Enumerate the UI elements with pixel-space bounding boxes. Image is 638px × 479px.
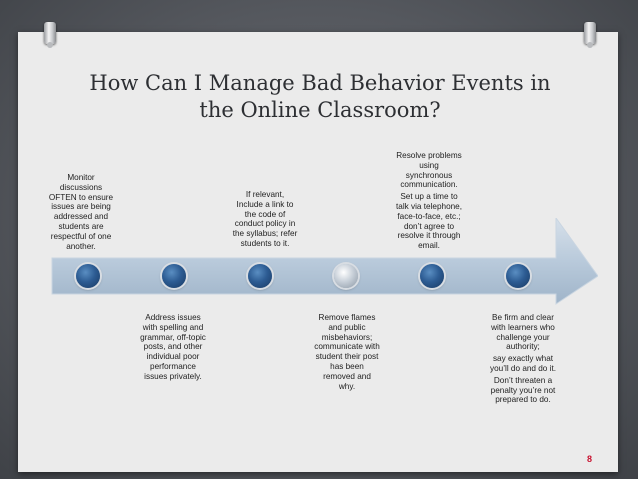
caption-be-firm: Be firm and clear with learners who challenge your authority; say exactly what you’ll do and do it. Don’t threaten a penalty you’re not prepared to do. [490, 313, 556, 405]
timeline-dot-2 [162, 264, 186, 288]
slide-title [60, 70, 580, 124]
timeline-dot-6 [506, 264, 530, 288]
caption-monitor-discussions: Monitor discussions OFTEN to ensure issues are being addressed and students are respectful of one another. [48, 173, 114, 251]
pushpin-left-icon [44, 22, 56, 44]
timeline-dot-4 [334, 264, 358, 288]
caption-address-issues: Address issues with spelling and grammar, off-topic posts, and other individual poor performance issues privately. [140, 313, 206, 381]
title-line-1: How Can I Manage Bad Behavior Events in [89, 71, 551, 95]
title-line-2: the Online Classroom? [199, 98, 441, 122]
caption-code-of-conduct: If relevant, Include a link to the code of conduct policy in the syllabus; refer students to it. [232, 190, 298, 248]
timeline-dot-3 [248, 264, 272, 288]
pushpin-right-icon [584, 22, 596, 44]
timeline-dot-5 [420, 264, 444, 288]
caption-remove-flames: Remove flames and public misbehaviors; communicate with student their post has been removed and why. [314, 313, 380, 391]
caption-synchronous-communication: Resolve problems using synchronous communication. Set up a time to talk via telephone, face-to-face, etc.; don’t agree to resolve it through email. [396, 151, 462, 251]
page-number: 8 [587, 454, 593, 464]
timeline-dot-1 [76, 264, 100, 288]
